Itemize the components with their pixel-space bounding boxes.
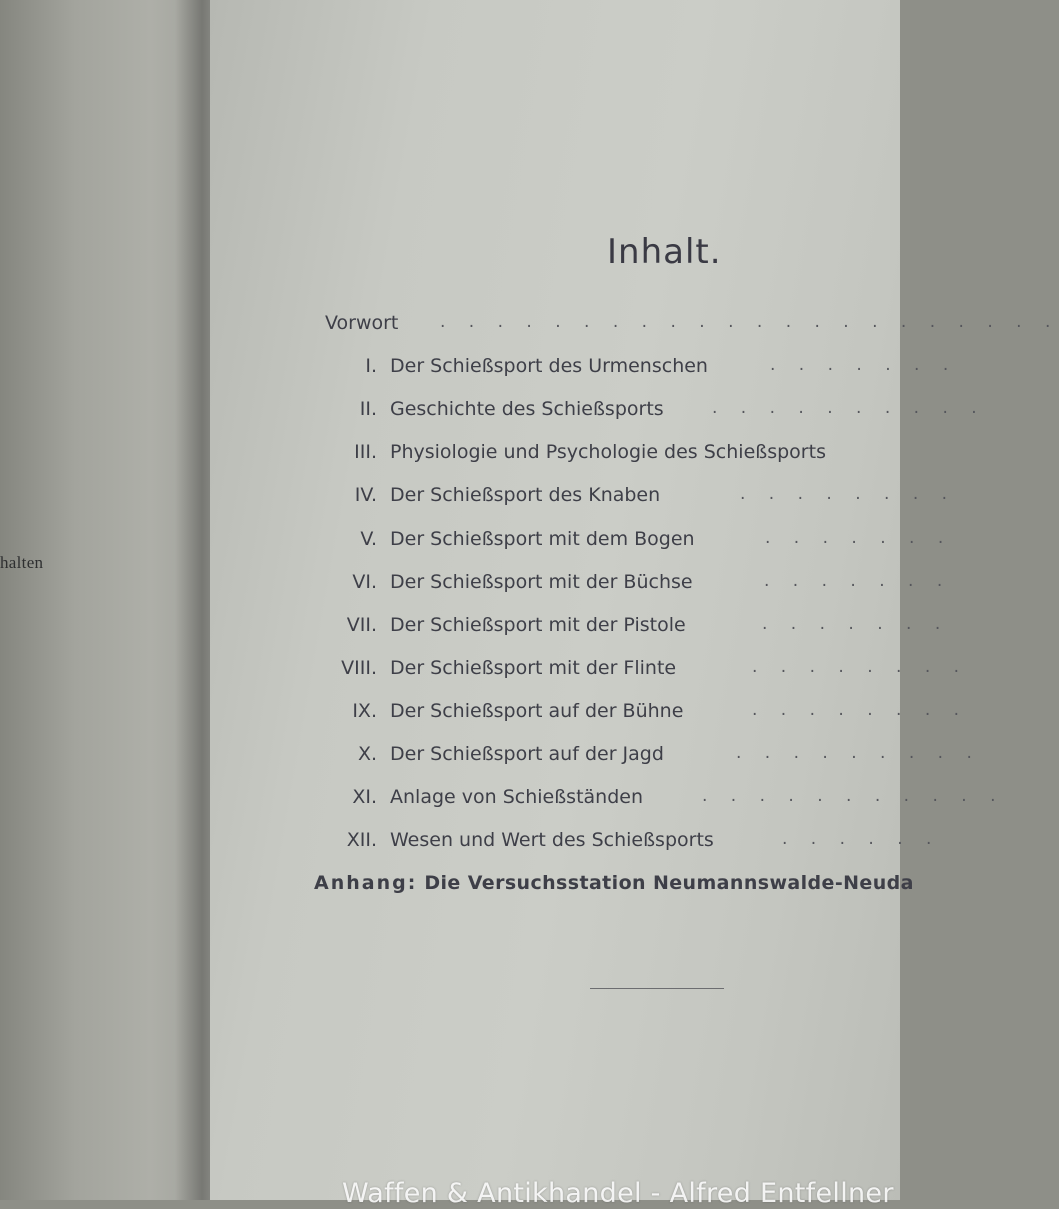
- toc-entry-4: [0, 484, 957, 514]
- toc-entry-6: [0, 571, 952, 601]
- toc-entry-number: VIII.: [341, 657, 377, 679]
- toc-entry-number: V.: [360, 528, 377, 550]
- toc-entry-number: II.: [359, 398, 377, 420]
- toc-entry-number: III.: [354, 441, 377, 463]
- toc-entry-text: Der Schießsport auf der Jagd: [390, 743, 664, 765]
- toc-entry-2: [0, 398, 986, 428]
- watermark: Waffen & Antikhandel - Alfred Entfellner: [342, 1178, 894, 1209]
- toc-leader-dots: . . . . . . . . . .: [712, 398, 986, 418]
- toc-entry-5: [0, 528, 953, 558]
- toc-appendix: [314, 872, 914, 894]
- toc-entry-7: [0, 614, 950, 644]
- toc-entry-3: [0, 441, 900, 471]
- toc-leader-dots: . . . . . . .: [770, 355, 958, 375]
- toc-title: Inhalt.: [607, 232, 722, 272]
- toc-leader-dots: . . . . . . .: [765, 528, 953, 548]
- toc-entry-text: Geschichte des Schießsports: [390, 398, 664, 420]
- toc-leader-dots: . . . . . . . .: [752, 700, 969, 720]
- toc-entry-11: [0, 786, 1005, 816]
- toc-entry-number: XII.: [346, 829, 377, 851]
- toc-leader-dots: . . . . . . . .: [740, 484, 957, 504]
- toc-entry-text: Der Schießsport des Urmenschen: [390, 355, 708, 377]
- toc-leader-dots: . . . . . . . . . . .: [702, 786, 1005, 806]
- toc-entry-number: VI.: [352, 571, 377, 593]
- toc-leader-dots: . . . . . . . . . . . . . . . . . . . . . .: [440, 312, 1059, 332]
- toc-entry-10: [0, 743, 981, 773]
- toc-entry-number: IV.: [354, 484, 377, 506]
- end-rule: [590, 988, 724, 989]
- toc-leader-dots: . . . . . . . . .: [736, 743, 981, 763]
- toc-appendix-text: Die Versuchsstation Neumannswalde-Neuda: [424, 872, 914, 894]
- toc-leader-dots: . . . . . .: [782, 829, 941, 849]
- toc-entry-text: Der Schießsport mit der Pistole: [390, 614, 686, 636]
- toc-entry-text: Der Schießsport mit der Büchse: [390, 571, 693, 593]
- toc-entry-text: Vorwort: [325, 312, 399, 334]
- toc-entry-text: Wesen und Wert des Schießsports: [390, 829, 714, 851]
- toc-entry-appendix: [0, 872, 914, 902]
- toc-leader-dots: . . . . . . .: [764, 571, 952, 591]
- toc-appendix-label: Anhang:: [314, 872, 418, 894]
- toc-entry-number: XI.: [352, 786, 377, 808]
- toc-leader-dots: . . . . . . . .: [752, 657, 969, 677]
- toc-entry-number: I.: [365, 355, 377, 377]
- toc-entry-text: Der Schießsport auf der Bühne: [390, 700, 684, 722]
- toc-entry-vorwort: [0, 312, 1059, 342]
- toc-entry-text: Der Schießsport mit dem Bogen: [390, 528, 695, 550]
- toc-entry-text: Der Schießsport mit der Flinte: [390, 657, 677, 679]
- toc-entry-8: [0, 657, 969, 687]
- toc-entry-text: Physiologie und Psychologie des Schießsports: [390, 441, 826, 463]
- toc-entry-text: Anlage von Schießständen: [390, 786, 644, 808]
- toc-entry-number: IX.: [352, 700, 377, 722]
- toc-entry-1: [0, 355, 958, 385]
- toc-entry-12: [0, 829, 941, 859]
- toc-entry-9: [0, 700, 969, 730]
- left-page-text-fragment: halten: [0, 553, 44, 572]
- toc-entry-number: VII.: [346, 614, 377, 636]
- toc-entry-number: X.: [357, 743, 377, 765]
- toc-leader-dots: . . . . . . .: [762, 614, 950, 634]
- toc-entry-text: Der Schießsport des Knaben: [390, 484, 661, 506]
